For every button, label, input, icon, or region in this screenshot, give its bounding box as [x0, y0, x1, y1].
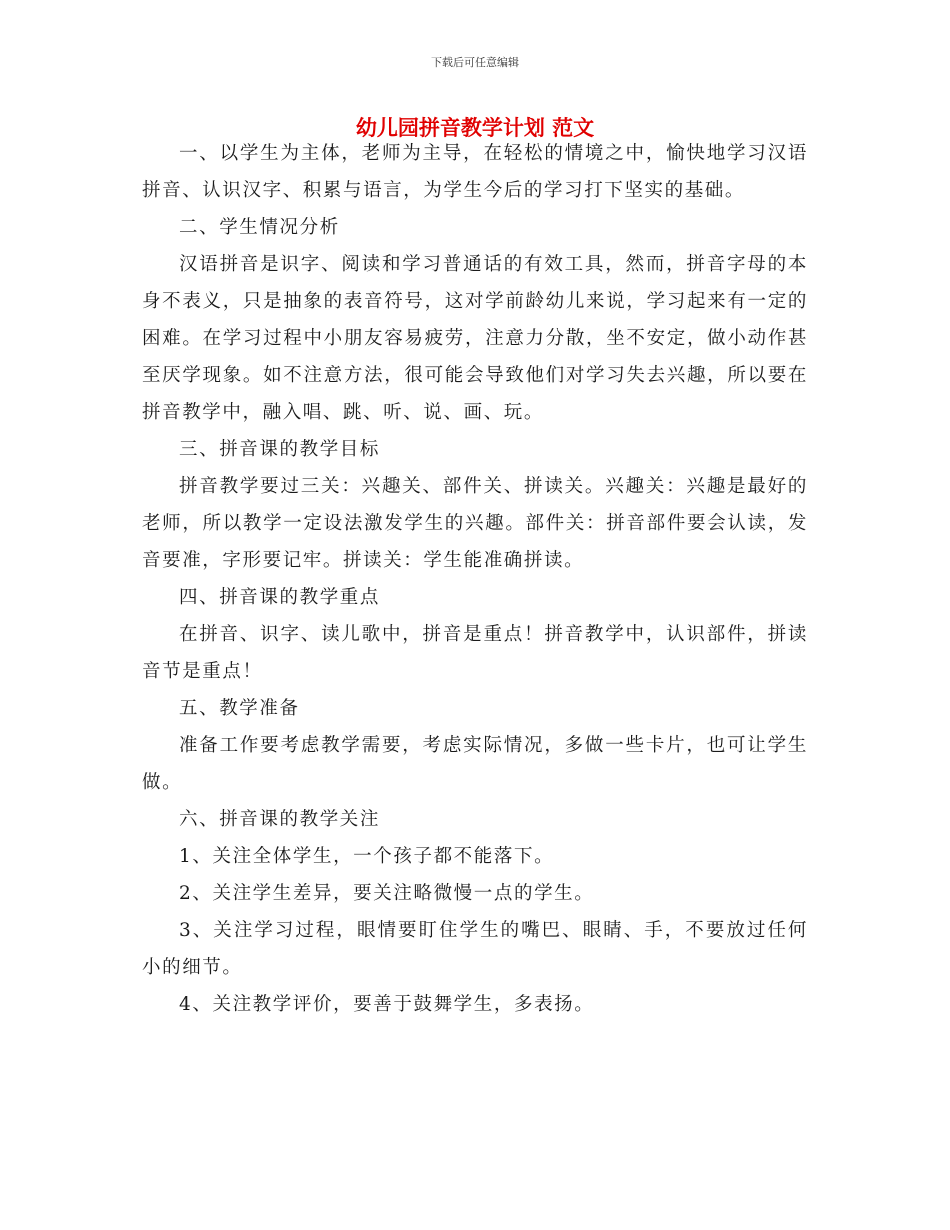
- section-heading: 二、学生情况分析: [179, 217, 340, 238]
- paragraph: 拼音教学要过三关：兴趣关、部件关、拼读关。兴趣关：兴趣是最好的老师，所以教学一定设法激发学生的兴趣。部件关：拼音部件要会认读，发音要准，字形要记牢。拼读关：学生能准确拼读。: [142, 476, 808, 571]
- section-heading: 五、教学准备: [179, 698, 300, 719]
- paragraph: 一、以学生为主体，老师为主导，在轻松的情境之中，愉快地学习汉语拼音、认识汉字、积累与语言，为学生今后的学习打下坚实的基础。: [142, 143, 808, 201]
- document-body: [142, 135, 808, 1023]
- paragraph: 在拼音、识字、读儿歌中，拼音是重点！拼音教学中，认识部件，拼读音节是重点！: [142, 624, 808, 682]
- section-heading: 四、拼音课的教学重点: [179, 587, 381, 608]
- list-item: 4、关注教学评价，要善于鼓舞学生，多表扬。: [179, 994, 595, 1015]
- section-heading: 三、拼音课的教学目标: [179, 439, 381, 460]
- section-heading: 六、拼音课的教学关注: [179, 809, 381, 830]
- list-item: 3、关注学习过程，眼情要盯住学生的嘴巴、眼睛、手，不要放过任何小的细节。: [142, 920, 808, 978]
- header-note: 下载后可任意编辑: [431, 56, 519, 69]
- list-item: 1、关注全体学生，一个孩子都不能落下。: [179, 846, 555, 867]
- paragraph: 准备工作要考虑教学需要，考虑实际情况，多做一些卡片，也可让学生做。: [142, 735, 808, 793]
- document-title: 幼儿园拼音教学计划 范文: [355, 116, 595, 140]
- list-item: 2、关注学生差异，要关注略微慢一点的学生。: [179, 883, 595, 904]
- paragraph: 汉语拼音是识字、阅读和学习普通话的有效工具，然而，拼音字母的本身不表义，只是抽象的表音符号，这对学前龄幼儿来说，学习起来有一定的困难。在学习过程中小朋友容易疲劳，注意力分散，坐不安定，做小动作甚至厌学现象。如不注意方法，很可能会导致他们对学习失去兴趣，所以要在拼音教学中，融入唱、跳、听、说、画、玩。: [142, 254, 808, 423]
